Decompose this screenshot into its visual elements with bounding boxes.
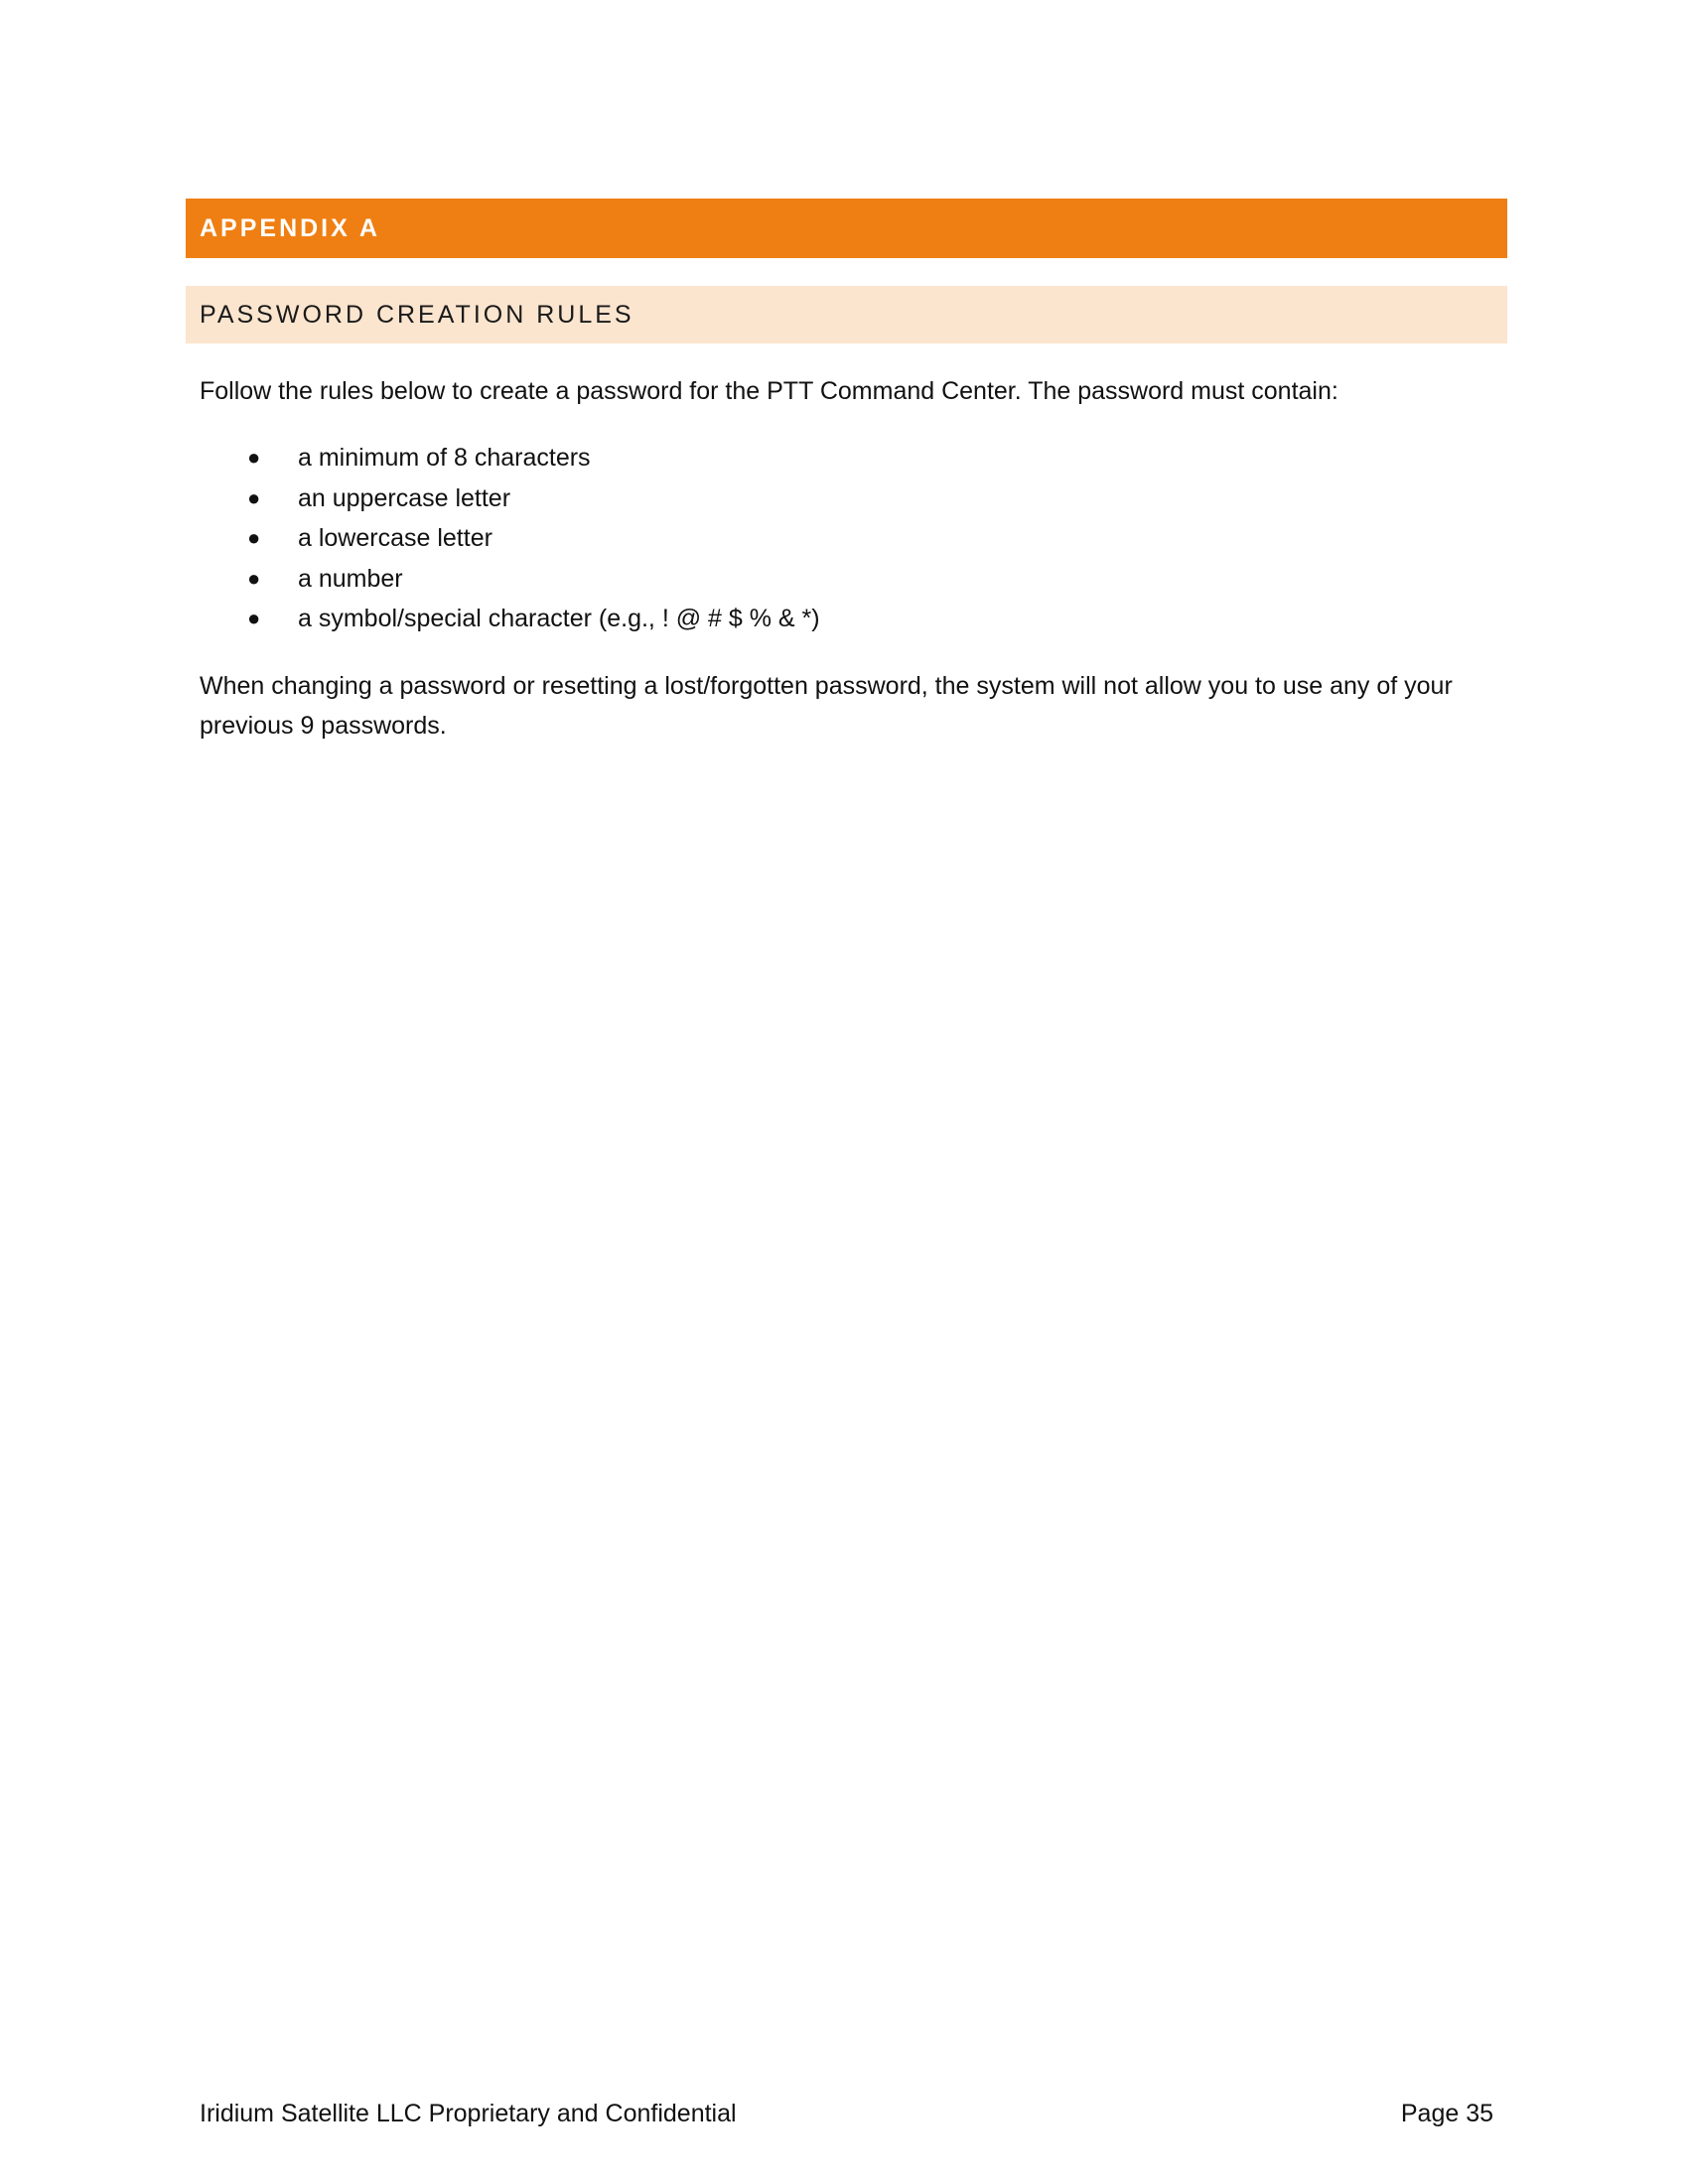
section-heading bbox=[186, 286, 1507, 343]
footer-page-number: Page 35 bbox=[1400, 2100, 1493, 2127]
list-item bbox=[200, 559, 1490, 600]
password-rules-list bbox=[200, 438, 1490, 639]
list-item bbox=[200, 518, 1490, 559]
rule-text: a minimum of 8 characters bbox=[298, 444, 591, 472]
footer-confidentiality: Iridium Satellite LLC Proprietary and Confidential bbox=[200, 2100, 737, 2127]
bullet-icon: ● bbox=[247, 445, 261, 470]
list-item bbox=[200, 478, 1490, 519]
rule-text: a symbol/special character (e.g., ! @ # $ % & *) bbox=[298, 605, 820, 632]
rule-text: an uppercase letter bbox=[298, 483, 511, 512]
rule-text: a number bbox=[298, 564, 403, 593]
closing-paragraph: When changing a password or resetting a lost/forgotten password, the system will not allow you to use any of your previous 9 passwords. bbox=[200, 672, 1453, 740]
bullet-icon: ● bbox=[247, 484, 261, 510]
intro-paragraph: Follow the rules below to create a password for the PTT Command Center. The password must contain: bbox=[200, 377, 1338, 405]
section-title: PASSWORD CREATION RULES bbox=[200, 300, 634, 329]
list-item bbox=[200, 438, 1490, 478]
list-item bbox=[200, 599, 1490, 639]
appendix-title: APPENDIX A bbox=[200, 213, 380, 242]
bullet-icon: ● bbox=[247, 565, 261, 591]
bullet-icon: ● bbox=[247, 606, 261, 630]
rule-text: a lowercase letter bbox=[298, 524, 492, 552]
appendix-heading bbox=[186, 199, 1507, 258]
bullet-icon: ● bbox=[247, 525, 261, 550]
